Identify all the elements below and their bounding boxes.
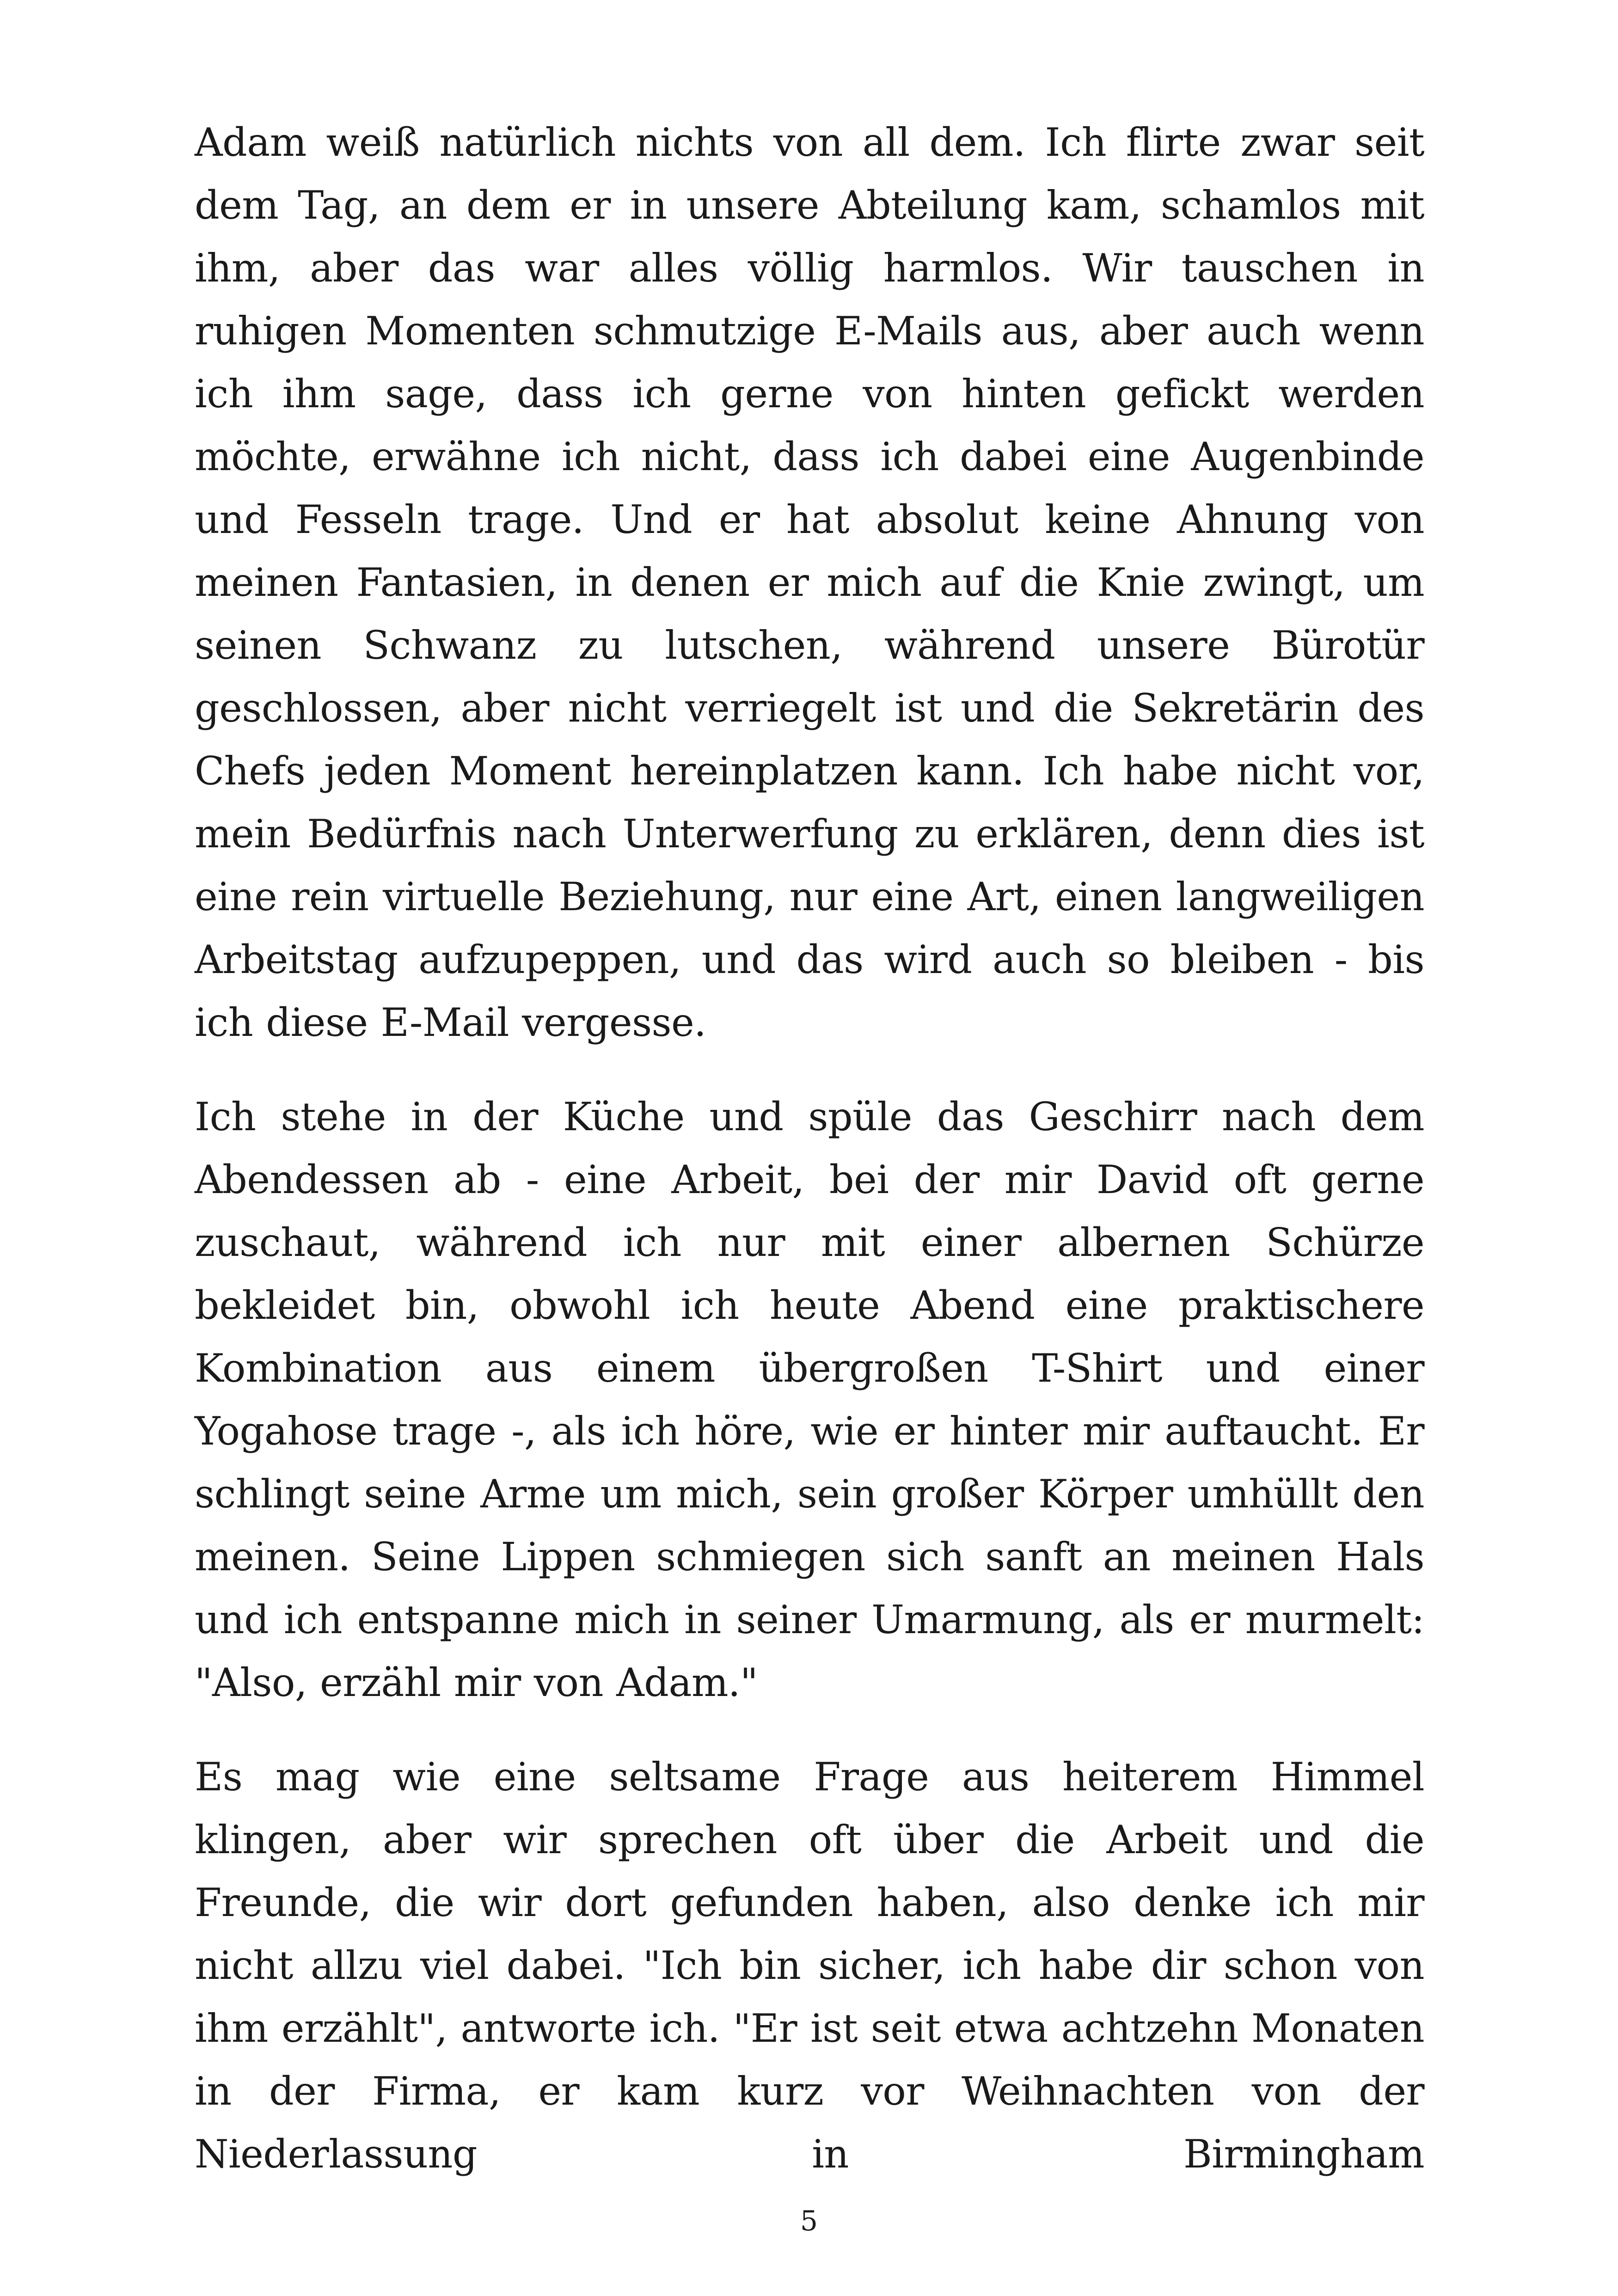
paragraph-1: Adam weiß natürlich nichts von all dem. Ich flirte zwar seit dem Tag, an dem er in unsere Abteilung kam, schamlos mit ihm, aber das war alles völlig harmlos. Wir tauschen in ruhigen Momenten schmutzige E-Mails aus, aber auch wenn ich ihm sage, dass ich gerne von hinten gefickt werden möchte, erwähne ich nicht, dass ich dabei eine Augenbinde und Fesseln trage. Und er hat absolut keine Ahnung von meinen Fantasien, in denen er mich auf die Knie zwingt, um seinen Schwanz zu lutschen, während unsere Bürotür geschlossen, aber nicht verriegelt ist und die Sekretärin des Chefs jeden Moment hereinplatzen kann. Ich habe nicht vor, mein Bedürfnis nach Unterwerfung zu erklären, denn dies ist eine rein virtuelle Beziehung, nur eine Art, einen langweiligen Arbeitstag aufzupeppen, und das wird auch so bleiben - bis ich diese E-Mail vergesse.	[195, 120, 1424, 1045]
paragraph-3: Es mag wie eine seltsame Frage aus heiterem Himmel klingen, aber wir sprechen oft über die Arbeit und die Freunde, die wir dort gefunden haben, also denke ich mir nicht allzu viel dabei. "Ich bin sicher, ich habe dir schon von ihm erzählt", antworte ich. "Er ist seit etwa achtzehn Monaten in der Firma, er kam kurz vor Weihnachten von der Niederlassung in Birmingham	[195, 1754, 1424, 2177]
paragraph-2: Ich stehe in der Küche und spüle das Geschirr nach dem Abendessen ab - eine Arbeit, bei der mir David oft gerne zuschaut, während ich nur mit einer albernen Schürze bekleidet bin, obwohl ich heute Abend eine praktischere Kombination aus einem übergroßen T-Shirt und einer Yogahose trage -, als ich höre, wie er hinter mir auftaucht. Er schlingt seine Arme um mich, sein großer Körper umhüllt den meinen. Seine Lippen schmiegen sich sanft an meinen Hals und ich entspanne mich in seiner Umarmung, als er murmelt: "Also, erzähl mir von Adam."	[195, 1094, 1424, 1705]
page-number: 5	[800, 2205, 818, 2237]
body-text	[195, 111, 1424, 2186]
